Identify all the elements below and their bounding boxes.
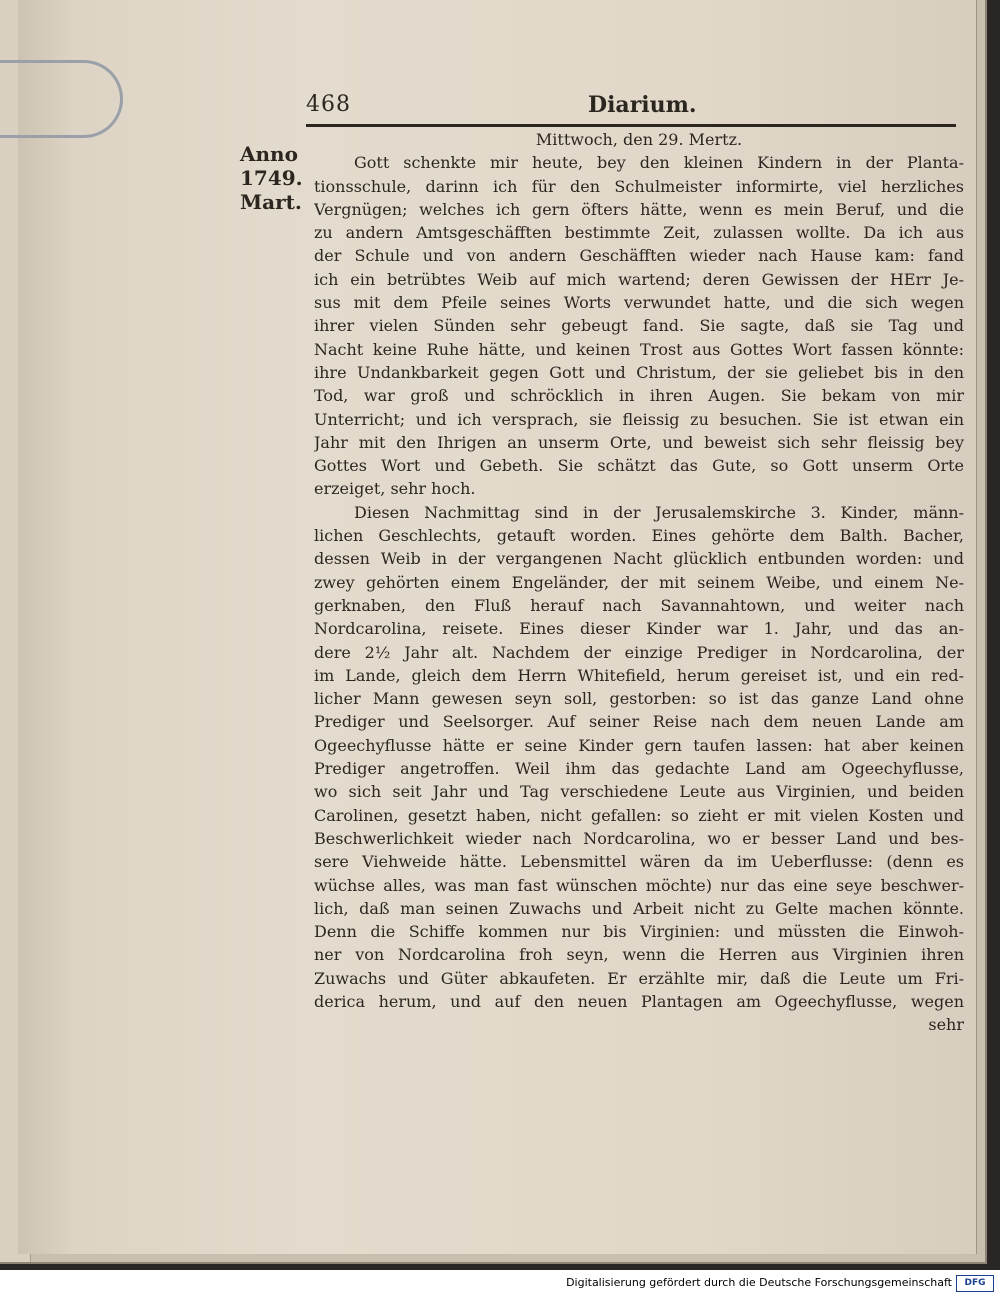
- entry-date-heading: Mittwoch, den 29. Mertz.: [535, 130, 743, 149]
- catchword: sehr: [928, 1015, 964, 1035]
- text-line: Jahr mit den Ihrigen an unserm Orte, und beweist sich sehr fleissig bey: [314, 432, 964, 452]
- text-line: dessen Weib in der vergangenen Nacht glücklich entbunden worden: und: [314, 549, 964, 569]
- margin-note-anno: Anno: [240, 142, 298, 166]
- text-line: Ogeechyflusse hätte er seine Kinder gern taufen lassen: hat aber keinen: [314, 735, 964, 755]
- margin-note-year: 1749.: [240, 166, 303, 190]
- margin-note: [240, 142, 310, 214]
- text-line: Carolinen, gesetzt haben, nicht gefallen: so zieht er mit vielen Kosten und: [314, 805, 964, 825]
- text-line: Vergnügen; welches ich gern öfters hätte, wenn es mein Beruf, und die: [314, 199, 964, 219]
- text-line: lichen Geschlechts, getauft worden. Eines gehörte dem Balth. Bacher,: [314, 526, 964, 546]
- text-line: ner von Nordcarolina froh seyn, wenn die Herren aus Virginien ihren: [314, 945, 964, 965]
- text-line: Denn die Schiffe kommen nur bis Virginien: und müssten die Einwoh-: [314, 922, 964, 942]
- text-line: Nacht keine Ruhe hätte, und keinen Trost aus Gottes Wort fassen könnte:: [314, 339, 964, 359]
- text-line: Gottes Wort und Gebeth. Sie schätzt das Gute, so Gott unserm Orte: [314, 456, 964, 476]
- text-line: Zuwachs und Güter abkaufeten. Er erzählte mir, daß die Leute um Fri-: [314, 968, 964, 988]
- text-line: sus mit dem Pfeile seines Worts verwundet hatte, und die sich wegen: [314, 293, 964, 313]
- text-line: ich ein betrübtes Weib auf mich wartend; deren Gewissen der HErr Je-: [314, 269, 964, 289]
- book-page: [18, 0, 977, 1254]
- text-line: Diesen Nachmittag sind in der Jerusalemskirche 3. Kinder, männ-: [354, 502, 964, 522]
- text-line: derica herum, und auf den neuen Plantagen am Ogeechyflusse, wegen: [314, 991, 964, 1011]
- text-line: wo sich seit Jahr und Tag verschiedene Leute aus Virginien, und beiden: [314, 782, 964, 802]
- text-line: zwey gehörten einem Engeländer, der mit seinem Weibe, und einem Ne-: [314, 572, 964, 592]
- text-line: wüchse alles, was man fast wünschen möchte) nur das eine seye beschwer-: [314, 875, 964, 895]
- text-line: Beschwerlichkeit wieder nach Nordcarolina, wo er besser Land und bes-: [314, 828, 964, 848]
- paper-clip: [0, 60, 123, 138]
- text-line: der Schule und von andern Geschäfften wieder nach Hause kam: fand: [314, 246, 964, 266]
- text-line: Prediger und Seelsorger. Auf seiner Reise nach dem neuen Lande am: [314, 712, 964, 732]
- text-line: zu andern Amtsgeschäfften bestimmte Zeit, zulassen wollte. Da ich aus: [314, 223, 964, 243]
- page-number: 468: [306, 92, 351, 117]
- body-text: [314, 128, 964, 1037]
- text-line: ihrer vielen Sünden sehr gebeugt fand. Sie sagte, daß sie Tag und: [314, 316, 964, 336]
- text-line: im Lande, gleich dem Herrn Whitefield, herum gereiset ist, und ein red-: [314, 665, 964, 685]
- dfg-logo: DFG: [956, 1275, 994, 1292]
- text-line: erzeiget, sehr hoch.: [314, 479, 476, 499]
- text-line: gerknaben, den Fluß herauf nach Savannahtown, und weiter nach: [314, 595, 964, 615]
- text-line: Nordcarolina, reisete. Eines dieser Kinder war 1. Jahr, und das an-: [314, 619, 964, 639]
- margin-note-month: Mart.: [240, 190, 302, 214]
- text-line: sere Viehweide hätte. Lebensmittel wären da im Ueberflusse: (denn es: [314, 852, 964, 872]
- text-line: tionsschule, darinn ich für den Schulmeister informirte, viel herzliches: [314, 176, 964, 196]
- text-line: licher Mann gewesen seyn soll, gestorben: so ist das ganze Land ohne: [314, 689, 964, 709]
- text-line: Gott schenkte mir heute, bey den kleinen Kindern in der Planta-: [354, 153, 964, 173]
- funding-credit: Digitalisierung gefördert durch die Deutsche Forschungsgemeinschaft: [566, 1276, 952, 1289]
- text-line: lich, daß man seinen Zuwachs und Arbeit nicht zu Gelte machen könnte.: [314, 898, 964, 918]
- running-head: [306, 92, 956, 127]
- text-line: Prediger angetroffen. Weil ihm das gedachte Land am Ogeechyflusse,: [314, 759, 964, 779]
- running-title: Diarium.: [588, 92, 697, 118]
- text-line: Tod, war groß und schröcklich in ihren Augen. Sie bekam von mir: [314, 386, 964, 406]
- footer-bar: [0, 1270, 1000, 1296]
- text-line: Unterricht; und ich versprach, sie fleissig zu besuchen. Sie ist etwan ein: [314, 409, 964, 429]
- text-line: dere 2½ Jahr alt. Nachdem der einzige Prediger in Nordcarolina, der: [314, 642, 964, 662]
- text-line: ihre Undankbarkeit gegen Gott und Christum, der sie geliebet bis in den: [314, 362, 964, 382]
